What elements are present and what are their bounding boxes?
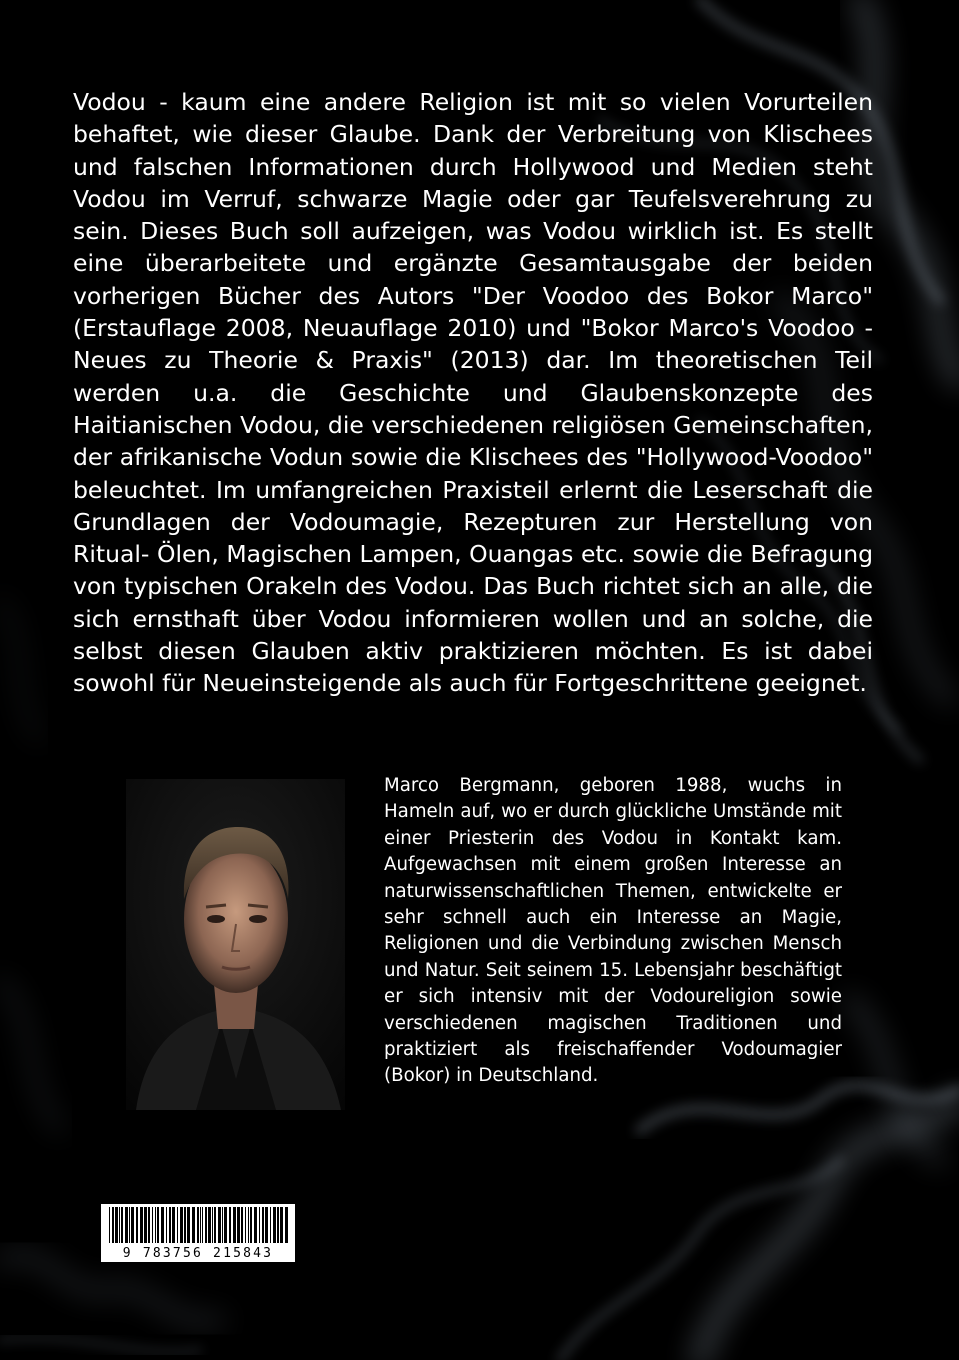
author-bio: Marco Bergmann, geboren 1988, wuchs in Hameln auf, wo er durch glückliche Umstände mit einer Priesterin des Vodou in Kontakt kam. Aufgewachsen mit einem großen Interesse an naturwissenschaftlichen Themen, entwickelte er sehr schnell auch ein Interesse an Magie, Religionen und die Verbindung zwischen Mensch und Natur. Seit seinem 15. Lebensjahr beschäftigt er sich intensiv mit der Vodoureligion sowie verschiedenen magischen Traditionen und praktiziert als freischaffender Vodoumagier (Bokor) in Deutschland. — [384, 775, 842, 1087]
barcode-bars — [101, 1204, 295, 1246]
book-blurb: Vodou - kaum eine andere Religion ist mit so vielen Vorurteilen behaftet, wie dieser Glaube. Dank der Verbreitung von Klischees und falschen Informationen durch Hollywood und Medien steht Vodou im Verruf, schwarze Magie oder gar Teufelsverehrung zu sein. Dieses Buch soll aufzeigen, was Vodou wirklich ist. Es stellt eine überarbeitete und ergänzte Gesamtausgabe der beiden vorherigen Bücher des Autors "Der Voodoo des Bokor Marco" (Erstauflage 2008, Neuauflage 2010) und "Bokor Marco's Voodoo - Neues zu Theorie & Praxis" (2013) dar. Im theoretischen Teil werden u.a. die Geschichte und Glaubenskonzepte des Haitianischen Vodou, die verschiedenen religiösen Gemeinschaften, der afrikanische Vodun sowie die Klischees des "Hollywood-Voodoo" beleuchtet. Im umfangreichen Praxisteil erlernt die Leserschaft die Grundlagen der Vodoumagie, Rezepturen zur Herstellung von Ritual- Ölen, Magischen Lampen, Ouangas etc. sowie die Befragung von typischen Orakeln des Vodou. Das Buch richtet sich an alle, die sich ernsthaft über Vodou informieren wollen und an solche, die selbst diesen Glauben aktiv praktizieren möchten. Es ist dabei sowohl für Neueinsteigende als auch für Fortgeschrittene geeignet. — [73, 88, 873, 698]
isbn-barcode — [101, 1204, 295, 1262]
author-photo — [126, 779, 345, 1110]
isbn-number: 9 783756 215843 — [122, 1246, 274, 1261]
